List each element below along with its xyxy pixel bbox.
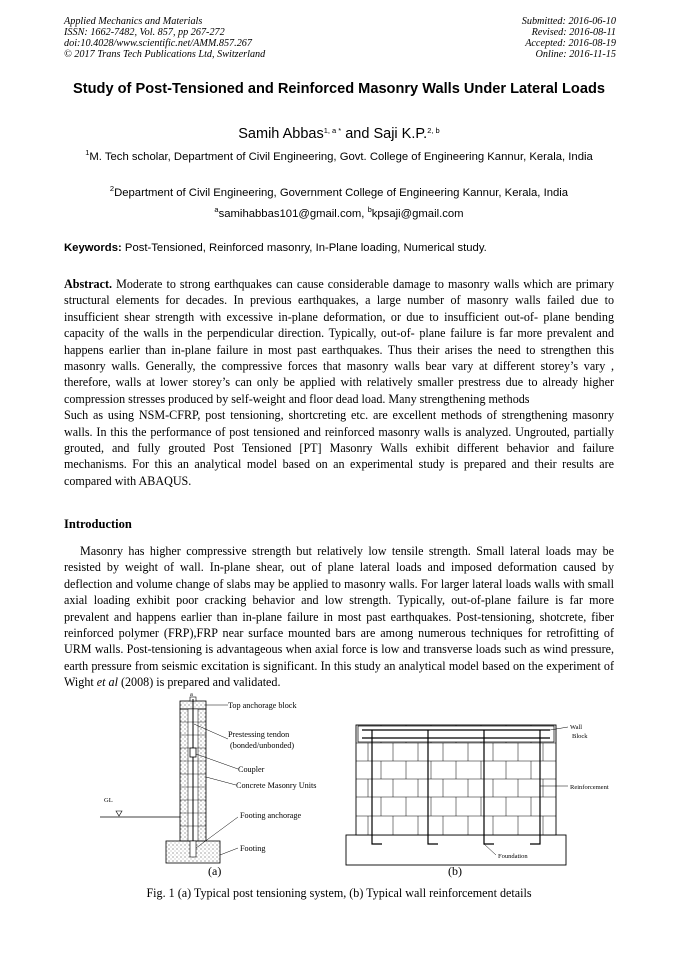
paper-title: Study of Post-Tensioned and Reinforced Masonry Walls Under Lateral Loads: [73, 81, 605, 97]
abstract-text: Moderate to strong earthquakes can cause considerable damage to masonry walls which are primary structural elements for decades. In previous earthquakes, a large number of masonry walls failed due to insufficient shear strength with excessive in-plane deformation, or due to insufficient out-of- plane bending capacity of the walls in the perpendicular direction. Typically, out-of- plane failure is far more prevalent and happens earlier than in-plane failure in most past earthquakes. Thus their arises the need to strengthen this masonry walls. Generally, the compressive forces that masonry walls bear vary at different storey’s vary , therefore, walls at lower storey’s can only be applied with relatively smaller prestress due to already higher compression stresses produced by self-weight and floor dead load. Many strengthening methods: [64, 277, 614, 406]
intro-text: Masonry has higher compressive strength but relatively low tensile strength. Small lateral loads may be resisted by weight of wall. In-plane shear, out of plane lateral loads and imposed deformation caused by deflection and volume change of slabs may be applied to masonry walls. For larger lateral loads walls with small axial loading exhibit poor cracking behavior and low strength. Typically, out-of-plane failure is far more prevalent and happens earlier than in-plane failure in most past earthquakes. Post-tensioning, shotcrete, fiber reinforced polymer (FRP),FRP near surface mounted bars are among numerous techniques for retrofitting of URM walls. Post-tensioning is advantageous when axial force is low and transverse loads such as wind pressure, earth pressure from seismic excitation is significant. In this study an analytical model based on the experiment of Wight: [64, 544, 614, 690]
author-1-sup: 1, a *: [323, 126, 342, 135]
revised-date: Revised: 2016-08-11: [531, 27, 616, 38]
top-mark-label: a: [190, 692, 193, 698]
introduction-heading: Introduction: [64, 517, 132, 531]
abstract-label: Abstract.: [64, 277, 113, 291]
email-b-sup: b: [367, 205, 372, 214]
abstract-text-2: Such as using NSM-CFRP, post tensioning, shortcreting etc. are excellent methods of strengthening masonry walls. In this the performance of post tensioned and reinforced masonry walls is analyzed. Ungrouted, partially grouted, and fully grouted Post Tensioned [PT] Masonry Walls exhibit different behavior and failure mechanisms. For this an analytical model based on an experimental study is prepared and their results are compared with ABAQUS.: [64, 408, 614, 488]
keywords-label: Keywords:: [64, 242, 122, 254]
journal-header-left: [64, 16, 265, 60]
top-anchorage-label: Top anchorage block: [228, 701, 297, 710]
author-emails: [64, 207, 614, 221]
footing-anchorage-label: Footing anchorage: [240, 811, 302, 820]
figure-1: [60, 692, 620, 882]
online-date: Online: 2016-11-15: [535, 49, 616, 60]
figure-1-caption: Fig. 1 (a) Typical post tensioning system, (b) Typical wall reinforcement details: [146, 886, 532, 900]
keywords: [64, 241, 614, 255]
journal-name: Applied Mechanics and Materials: [64, 16, 203, 27]
journal-header-right: [522, 16, 616, 60]
affiliation-2-sup: 2: [109, 184, 115, 193]
panel-a-diagram: [100, 697, 238, 863]
submitted-date: Submitted: 2016-06-10: [521, 16, 616, 27]
panel-b-diagram: [346, 725, 568, 865]
panel-b-label: (b): [448, 864, 462, 878]
email-b[interactable]: kpsaji@gmail.com: [371, 208, 464, 220]
intro-italic: et al: [96, 675, 118, 690]
email-a[interactable]: samihabbas101@gmail.com,: [218, 208, 368, 220]
copyright-line: © 2017 Trans Tech Publications Ltd, Switzerland: [64, 49, 266, 60]
affiliation-1-text: M. Tech scholar, Department of Civil Engineering, Govt. College of Engineering Kannur, Kerala, India: [89, 151, 593, 163]
accepted-date: Accepted: 2016-08-19: [525, 38, 616, 49]
affiliation-1: [64, 150, 614, 164]
doi-line: doi:10.4028/www.scientific.net/AMM.857.267: [64, 38, 252, 49]
wall-block-label-2: Block: [572, 733, 588, 740]
abstract: [64, 276, 614, 489]
gl-label: GL: [104, 797, 113, 804]
author-line: [60, 125, 618, 143]
panel-a-label: (a): [208, 864, 222, 878]
affiliation-2-text: Department of Civil Engineering, Government College of Engineering Kannur, Kerala, India: [114, 187, 569, 199]
wall-block-label-1: Wall: [570, 724, 583, 731]
coupler-label: Coupler: [238, 765, 265, 774]
affiliation-1-sup: 1: [85, 148, 90, 157]
figure-1-drawing: [60, 692, 620, 882]
author-conjunction: and: [341, 126, 374, 142]
intro-text-end: (2008) is prepared and validated.: [117, 675, 281, 690]
keywords-text: Post-Tensioned, Reinforced masonry, In-Plane loading, Numerical study.: [121, 242, 487, 254]
affiliation-2: [64, 186, 614, 200]
tendon-label-1: Prestessing tendon: [228, 730, 290, 739]
author-2-name: Saji K.P.: [373, 126, 428, 142]
issn-line: ISSN: 1662-7482, Vol. 857, pp 267-272: [64, 27, 225, 38]
reinforcement-label: Reinforcement: [570, 784, 609, 791]
email-a-sup: a: [214, 205, 219, 214]
author-1-name: Samih Abbas: [238, 126, 324, 142]
foundation-label: Foundation: [498, 853, 528, 860]
introduction-body: [64, 543, 614, 691]
cmu-label: Concrete Masonry Units: [236, 781, 317, 790]
tendon-label-2: (bonded/unbonded): [230, 741, 295, 750]
footing-label: Footing: [240, 844, 266, 853]
author-2-sup: 2, b: [427, 126, 440, 135]
